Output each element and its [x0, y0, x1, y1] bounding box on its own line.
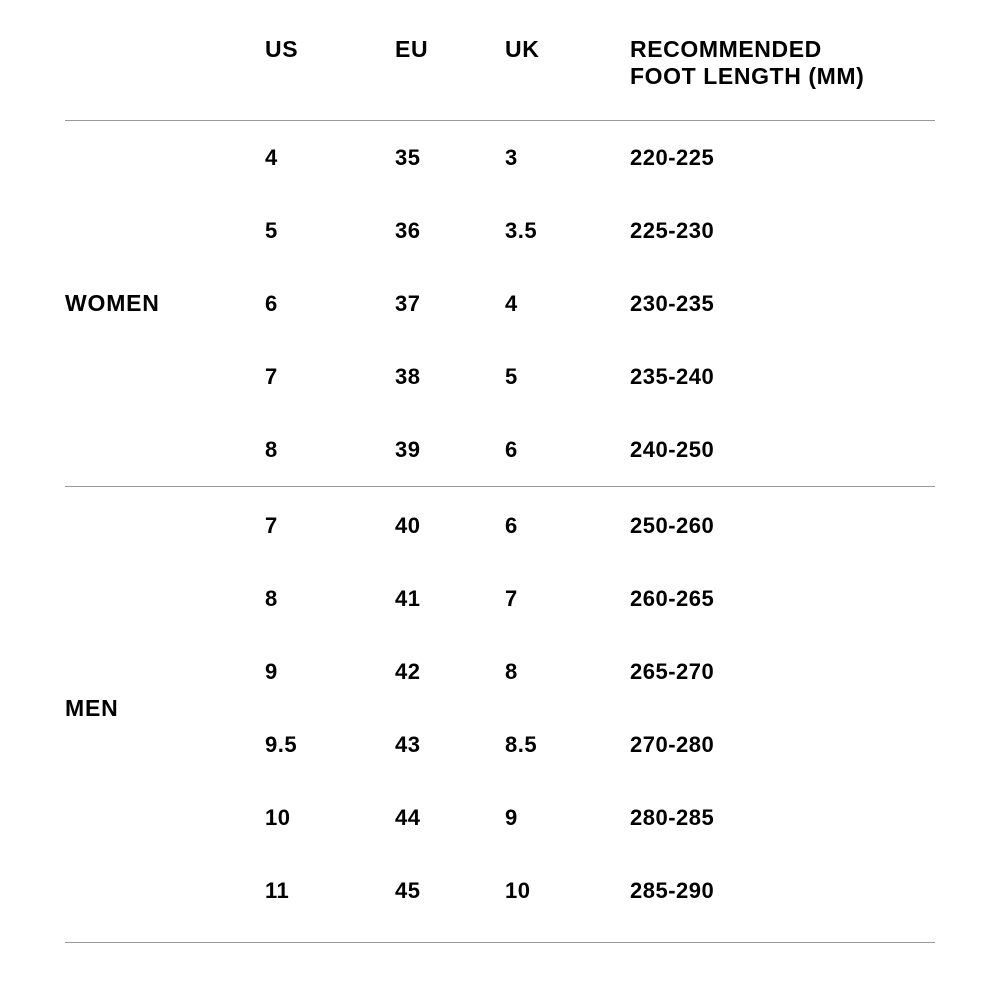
- cell-eu: 41: [395, 586, 421, 612]
- cell-foot-length: 270-280: [630, 732, 715, 758]
- cell-foot-length: 220-225: [630, 121, 935, 195]
- cell-uk: 8.5: [505, 732, 538, 758]
- cell-us: 9: [265, 659, 278, 685]
- cell-uk: 3: [505, 121, 630, 195]
- cell-uk: 6: [505, 487, 630, 563]
- column-header-foot-length: [630, 36, 935, 121]
- table-header: [65, 36, 935, 121]
- cell-foot-length: 230-235: [630, 290, 715, 316]
- cell-eu: 40: [395, 487, 505, 563]
- cell-eu: 43: [395, 732, 421, 758]
- column-header-eu: EU: [395, 36, 429, 62]
- cell-uk: 5: [505, 363, 518, 389]
- cell-us: 9.5: [265, 732, 298, 758]
- cell-uk: 4: [505, 290, 518, 316]
- cell-foot-length: 285-290: [630, 878, 715, 904]
- cell-eu: 39: [395, 436, 421, 462]
- cell-uk: 7: [505, 586, 518, 612]
- cell-foot-length: 225-230: [630, 217, 715, 243]
- cell-eu: 37: [395, 290, 421, 316]
- cell-uk: 10: [505, 878, 531, 904]
- column-header-group: [65, 36, 265, 121]
- cell-foot-length: 240-250: [630, 436, 715, 462]
- header-row: [65, 36, 935, 121]
- cell-us: 5: [265, 217, 278, 243]
- cell-eu: 42: [395, 659, 421, 685]
- column-header-foot-length-line1: RECOMMENDED: [630, 36, 822, 62]
- cell-foot-length: 235-240: [630, 363, 715, 389]
- column-header-uk: UK: [505, 36, 540, 62]
- shoe-size-table: [65, 36, 935, 928]
- cell-uk: 3.5: [505, 217, 538, 243]
- cell-foot-length: 265-270: [630, 659, 715, 685]
- table-row: [65, 487, 935, 563]
- cell-eu: 44: [395, 805, 421, 831]
- cell-uk: 9: [505, 805, 518, 831]
- table-bottom-divider: [65, 942, 935, 943]
- column-header-foot-length-line2: FOOT LENGTH (MM): [630, 63, 865, 90]
- cell-eu: 38: [395, 363, 421, 389]
- column-header-us: US: [265, 36, 299, 62]
- cell-us: 11: [265, 878, 290, 904]
- cell-us: 7: [265, 487, 395, 563]
- table-row: [65, 121, 935, 195]
- cell-us: 6: [265, 290, 278, 316]
- cell-uk: 8: [505, 659, 518, 685]
- cell-us: 8: [265, 436, 278, 462]
- cell-us: 7: [265, 363, 278, 389]
- table-body-men: [65, 487, 935, 928]
- table-body-women: [65, 121, 935, 487]
- cell-eu: 36: [395, 217, 421, 243]
- group-label-women: WOMEN: [65, 121, 265, 487]
- cell-eu: 35: [395, 121, 505, 195]
- cell-eu: 45: [395, 878, 421, 904]
- cell-uk: 6: [505, 436, 518, 462]
- cell-us: 10: [265, 805, 291, 831]
- cell-us: 8: [265, 586, 278, 612]
- cell-foot-length: 280-285: [630, 805, 715, 831]
- cell-foot-length: 260-265: [630, 586, 715, 612]
- cell-us: 4: [265, 121, 395, 195]
- group-label-men: MEN: [65, 487, 265, 928]
- cell-foot-length: 250-260: [630, 487, 935, 563]
